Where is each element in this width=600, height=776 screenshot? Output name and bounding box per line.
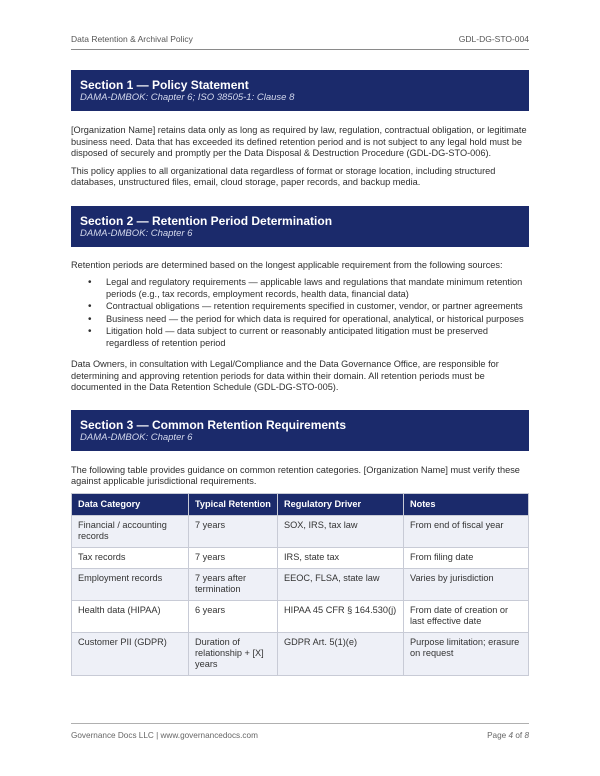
section-2-reference: DAMA-DMBOK: Chapter 6 [80,227,193,239]
table-cell: From filing date [404,547,529,568]
retention-sources-list [71,277,529,349]
table-cell: 7 years [189,547,278,568]
table-cell: SOX, IRS, tax law [278,515,404,547]
table-header-row [72,493,529,515]
retention-requirements-table [71,493,529,676]
section-1-paragraph-2: This policy applies to all organizational data regardless of format or storage location, including structured databases, unstructured files, email, cloud storage, paper records, and backup media. [71,165,496,187]
table-cell: From date of creation or last effective date [404,600,529,632]
table-cell: Employment records [72,568,189,600]
document-title: Data Retention & Archival Policy [71,34,193,44]
list-item: • Contractual obligations — retention requirements specified in customer, vendor, or partner agreements [71,301,529,313]
table-cell: Varies by jurisdiction [404,568,529,600]
page-number: Page 4 of 8 [487,731,529,740]
table-cell: Health data (HIPAA) [72,600,189,632]
column-header-notes: Notes [404,493,529,515]
document-id: GDL-DG-STO-004 [458,34,529,44]
section-3-reference: DAMA-DMBOK: Chapter 6 [80,431,193,443]
section-1-paragraph-1: [Organization Name] retains data only as long as required by law, regulation, contractual obligation, or legitimate business need. Data that has exceeded its defined retention period and is not subject to any legal hold must be disposed of securely and promptly per the Data Disposal & Destruction Procedure (GDL-DG-STO-006). [71,125,527,158]
table-cell: Purpose limitation; erasure on request [404,632,529,675]
table-row [72,632,529,675]
total-pages: 8 [524,731,529,740]
section-2-banner [71,206,529,247]
column-header-data-category: Data Category [72,493,189,515]
column-header-regulatory-driver: Regulatory Driver [278,493,404,515]
table-cell: From end of fiscal year [404,515,529,547]
list-item: • Business need — the period for which data is required for operational, analytical, or historical purposes [71,314,529,326]
footer-company: Governance Docs LLC | www.governancedocs.com [71,731,258,740]
section-2-closing: Data Owners, in consultation with Legal/Compliance and the Data Governance Office, are responsible for determining and approving retention periods for data within their domain. All retention periods must be documented in the Data Retention Schedule (GDL-DG-STO-005). [71,359,499,392]
table-cell: Duration of relationship + [X] years [189,632,278,675]
table-cell: GDPR Art. 5(1)(e) [278,632,404,675]
table-cell: EEOC, FLSA, state law [278,568,404,600]
list-item: • Litigation hold — data subject to current or reasonably anticipated litigation must be preserved regardless of retention period [71,326,529,349]
section-3-intro: The following table provides guidance on common retention categories. [Organization Name] must verify these against applicable jurisdictional requirements. [71,464,520,486]
table-cell: Financial / accounting records [72,515,189,547]
running-header [71,34,529,48]
section-1-banner [71,70,529,111]
running-footer [71,731,529,740]
table-row [72,547,529,568]
table-cell: 7 years after termination [189,568,278,600]
current-page: 4 [508,731,514,740]
table-cell: 6 years [189,600,278,632]
table-cell: 7 years [189,515,278,547]
page-content [71,70,529,676]
table-row [72,515,529,547]
table-cell: Tax records [72,547,189,568]
column-header-typical-retention: Typical Retention [189,493,278,515]
table-row [72,600,529,632]
table-cell: Customer PII (GDPR) [72,632,189,675]
section-1-title: Section 1 — Policy Statement [80,78,249,92]
footer-divider [71,723,529,724]
table-row [72,568,529,600]
list-item: • Legal and regulatory requirements — applicable laws and regulations that mandate minimum retention periods (e.g., tax records, employment records, health data, financial data) [71,277,529,300]
section-3-title: Section 3 — Common Retention Requirements [80,417,347,432]
section-2-intro: Retention periods are determined based on the longest applicable requirement from the following sources: [71,259,503,270]
table-cell: HIPAA 45 CFR § 164.530(j) [278,600,404,632]
section-3-banner [71,410,529,451]
table-cell: IRS, state tax [278,547,404,568]
section-2-title: Section 2 — Retention Period Determination [80,213,333,228]
section-1-reference: DAMA-DMBOK: Chapter 6; ISO 38505-1: Clause 8 [80,92,295,103]
header-divider [71,49,529,50]
